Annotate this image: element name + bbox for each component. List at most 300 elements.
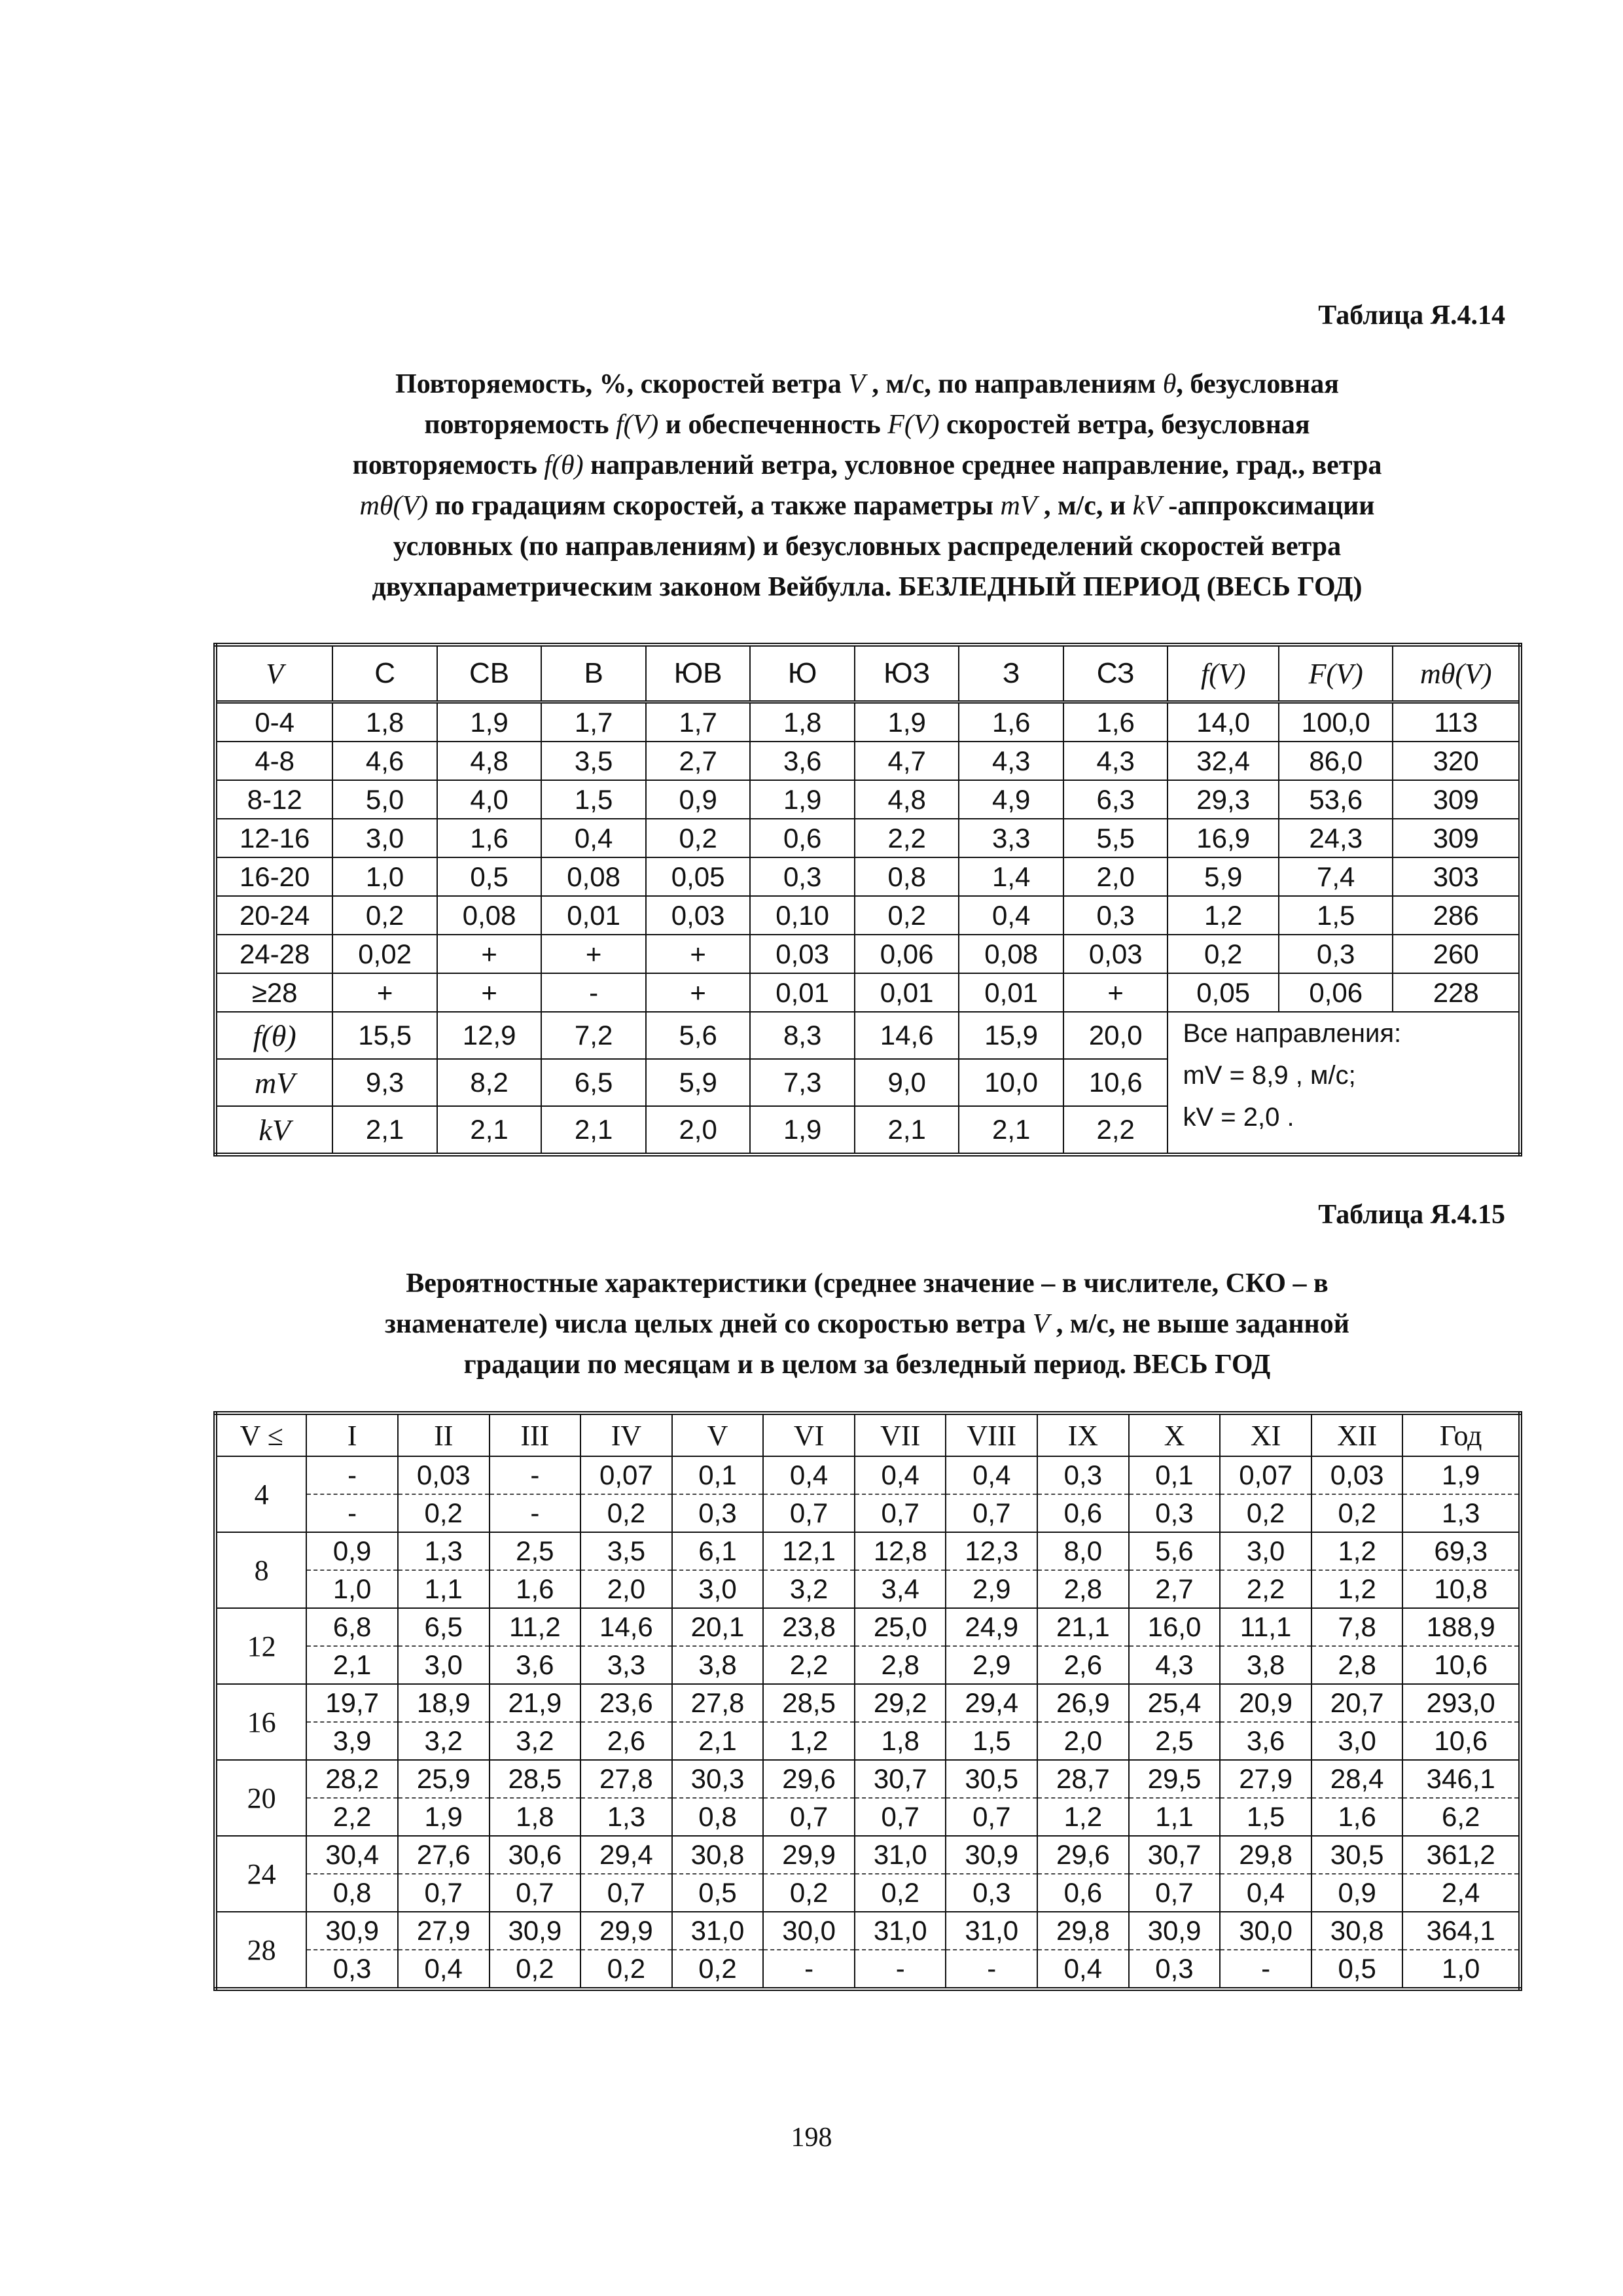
table-2-header-cell: VI xyxy=(763,1413,855,1456)
table-2-mean-cell: 24,9 xyxy=(946,1608,1037,1646)
table-1-speed-cell: 12-16 xyxy=(215,819,332,857)
table-1-value-cell: 3,3 xyxy=(959,819,1063,857)
table-2-sd-cell: 2,9 xyxy=(946,1646,1037,1684)
table-2-header-cell: III xyxy=(490,1413,581,1456)
table-2-sd-cell: 0,7 xyxy=(855,1494,946,1532)
table-1-value-cell: 6,3 xyxy=(1063,780,1168,819)
caption-math: V xyxy=(848,369,865,399)
table-1-value-cell: 14,0 xyxy=(1168,702,1278,742)
table-2-mean-cell: 11,2 xyxy=(490,1608,581,1646)
table-2-sd-cell: 10,6 xyxy=(1402,1646,1520,1684)
table-2-mean-cell: 19,7 xyxy=(306,1684,398,1722)
table-1-value-cell: 0,03 xyxy=(1063,935,1168,973)
table-1-value-cell: 10,6 xyxy=(1063,1059,1168,1106)
table-1-row xyxy=(215,742,1520,780)
table-2-mean-cell: 30,5 xyxy=(1311,1836,1403,1874)
table-2-mean-cell: 28,4 xyxy=(1311,1760,1403,1798)
table-2-sd-cell: 3,6 xyxy=(490,1646,581,1684)
table-2-mean-cell: 31,0 xyxy=(672,1912,764,1950)
table-1-value-cell: 0,4 xyxy=(959,896,1063,935)
table1-caption-line xyxy=(216,404,1518,445)
table-1-header-cell: В xyxy=(541,645,646,702)
table-1-value-cell: 2,1 xyxy=(437,1106,542,1155)
table-2-sd-cell: 3,4 xyxy=(855,1570,946,1608)
caption-text: знаменателе) числа целых дней со скоростью ветра xyxy=(385,1309,1033,1339)
table-2-header-cell: VII xyxy=(855,1413,946,1456)
table-1-value-cell: 1,9 xyxy=(750,780,855,819)
table-1-speed-cell: 0-4 xyxy=(215,702,332,742)
table-1-value-cell: 0,08 xyxy=(541,857,646,896)
table-2-mean-cell: - xyxy=(306,1456,398,1494)
table-1-value-cell: 4,8 xyxy=(855,780,959,819)
table-1-value-cell: 1,9 xyxy=(437,702,542,742)
table-1-value-cell: + xyxy=(332,973,437,1012)
table-1-value-cell: 5,0 xyxy=(332,780,437,819)
table-2-sd-cell: 2,6 xyxy=(1037,1646,1129,1684)
table-2-mean-cell: 14,6 xyxy=(580,1608,672,1646)
table-1-value-cell: 0,06 xyxy=(1279,973,1393,1012)
table-1-value-cell: 1,9 xyxy=(855,702,959,742)
table-2-header-cell: V ≤ xyxy=(215,1413,306,1456)
table-1-value-cell: 2,1 xyxy=(332,1106,437,1155)
table-1-value-cell: 2,2 xyxy=(855,819,959,857)
table-2-header-cell: I xyxy=(306,1413,398,1456)
table-2-sd-cell: 1,3 xyxy=(580,1798,672,1836)
table-1-value-cell: 0,08 xyxy=(959,935,1063,973)
table-1-header-row xyxy=(215,645,1520,702)
table-2-sd-cell: 0,8 xyxy=(672,1798,764,1836)
table-2-mean-cell: 30,7 xyxy=(1129,1836,1221,1874)
table-1-header-cell: V xyxy=(215,645,332,702)
table-1-value-cell: 2,7 xyxy=(646,742,751,780)
table-1-value-cell: + xyxy=(646,935,751,973)
all-directions-mv: mV = 8,9 , м/с; xyxy=(1183,1061,1356,1090)
table-2-sd-cell: 0,7 xyxy=(763,1494,855,1532)
table-2-mean-cell: 31,0 xyxy=(855,1912,946,1950)
table2-caption-line xyxy=(216,1263,1518,1304)
table-2-sd-cell: - xyxy=(1220,1950,1311,1989)
table-2-mean-cell: 27,9 xyxy=(1220,1760,1311,1798)
caption-math: f(V) xyxy=(615,410,659,440)
table-1-value-cell: 5,6 xyxy=(646,1012,751,1059)
table-2-mean-row xyxy=(215,1456,1520,1494)
table-2-mean-cell: 3,0 xyxy=(1220,1532,1311,1570)
table-2-sd-cell: - xyxy=(855,1950,946,1989)
table-1-value-cell: 15,9 xyxy=(959,1012,1063,1059)
table-1-header-cell: Ю xyxy=(750,645,855,702)
table-2-mean-cell: 29,8 xyxy=(1220,1836,1311,1874)
table-2-sd-cell: 2,2 xyxy=(306,1798,398,1836)
table-2-mean-cell: - xyxy=(490,1456,581,1494)
table-1-value-cell: 0,2 xyxy=(1168,935,1278,973)
all-directions-title: Все направления: xyxy=(1183,1019,1402,1048)
table-2-mean-cell: 0,9 xyxy=(306,1532,398,1570)
table1-caption-line xyxy=(216,526,1518,567)
caption-math: V xyxy=(1032,1309,1050,1339)
table-2-mean-cell: 23,8 xyxy=(763,1608,855,1646)
table-2-mean-cell: 30,9 xyxy=(306,1912,398,1950)
table-2-sd-cell: 0,7 xyxy=(855,1798,946,1836)
table-1-row xyxy=(215,973,1520,1012)
table-2-header-cell: II xyxy=(398,1413,490,1456)
caption-math: mθ(V) xyxy=(359,491,429,521)
table-2-sd-cell: 1,2 xyxy=(1037,1798,1129,1836)
table-2-sd-cell: 2,8 xyxy=(855,1646,946,1684)
table-2-sd-cell: 0,2 xyxy=(398,1494,490,1532)
caption-text: условных (по направлениям) и безусловных распределений скоростей ветра xyxy=(393,531,1342,562)
table-1-header-cell: F(V) xyxy=(1279,645,1393,702)
table-2-sd-cell: 0,7 xyxy=(946,1798,1037,1836)
table-2-mean-row xyxy=(215,1532,1520,1570)
table-2-mean-cell: 1,2 xyxy=(1311,1532,1403,1570)
table-2-sd-cell: 2,6 xyxy=(580,1722,672,1760)
table-1-header-cell: С xyxy=(332,645,437,702)
table-2-mean-cell: 29,4 xyxy=(580,1836,672,1874)
table-1-value-cell: 113 xyxy=(1393,702,1520,742)
table-1-value-cell: 1,8 xyxy=(750,702,855,742)
table-2-sd-cell: 0,7 xyxy=(763,1798,855,1836)
caption-text: градации по месяцам и в целом за безледный период. ВЕСЬ ГОД xyxy=(463,1350,1271,1380)
caption-text: повторяемость xyxy=(352,450,544,480)
table-1-value-cell: 320 xyxy=(1393,742,1520,780)
table-2-sd-cell: 3,8 xyxy=(1220,1646,1311,1684)
table-2-sd-cell: 1,2 xyxy=(1311,1570,1403,1608)
table-2-sd-cell: 6,2 xyxy=(1402,1798,1520,1836)
table-1-header-cell: ЮВ xyxy=(646,645,751,702)
table-1-value-cell: 0,9 xyxy=(646,780,751,819)
table-2-mean-cell: 1,3 xyxy=(398,1532,490,1570)
table-2-sd-cell: 2,8 xyxy=(1037,1570,1129,1608)
page-number: 198 xyxy=(791,2123,832,2153)
table-1-value-cell: 1,6 xyxy=(959,702,1063,742)
table-2-mean-cell: 20,1 xyxy=(672,1608,764,1646)
table-1-value-cell: 12,9 xyxy=(437,1012,542,1059)
table-2-header-cell: XII xyxy=(1311,1413,1403,1456)
table-2-sd-cell: 0,7 xyxy=(490,1874,581,1912)
table-2-mean-cell: 30,9 xyxy=(490,1912,581,1950)
table-2-sd-cell: 2,1 xyxy=(306,1646,398,1684)
table-1-speed-cell: 24-28 xyxy=(215,935,332,973)
table-2-mean-cell: 69,3 xyxy=(1402,1532,1520,1570)
table-2-sd-cell: 1,9 xyxy=(398,1798,490,1836)
table-2-sd-cell: 1,0 xyxy=(1402,1950,1520,1989)
table2-caption-line xyxy=(216,1304,1518,1344)
table-2-sd-cell: 0,5 xyxy=(672,1874,764,1912)
table-2-mean-row xyxy=(215,1912,1520,1950)
table-1-value-cell: 0,5 xyxy=(437,857,542,896)
table-2-sd-cell: - xyxy=(763,1950,855,1989)
table-2-sd-cell: 0,6 xyxy=(1037,1494,1129,1532)
table-2-sd-row xyxy=(215,1570,1520,1608)
table-2-sd-cell: 3,2 xyxy=(763,1570,855,1608)
table-2-sd-cell: 1,0 xyxy=(306,1570,398,1608)
table-2-sd-cell: 2,2 xyxy=(763,1646,855,1684)
table-1-header-cell: mθ(V) xyxy=(1393,645,1520,702)
table-2-sd-cell: 3,6 xyxy=(1220,1722,1311,1760)
table-2-mean-cell: 30,4 xyxy=(306,1836,398,1874)
table-2-sd-cell: 0,2 xyxy=(490,1950,581,1989)
table-2-mean-cell: 5,6 xyxy=(1129,1532,1221,1570)
table-2-mean-cell: 346,1 xyxy=(1402,1760,1520,1798)
table-1-row xyxy=(215,819,1520,857)
table-1-value-cell: 2,1 xyxy=(855,1106,959,1155)
all-directions-kv: kV = 2,0 . xyxy=(1183,1103,1294,1132)
table-1-value-cell: 4,0 xyxy=(437,780,542,819)
table-2-mean-cell: 30,0 xyxy=(763,1912,855,1950)
table-2-mean-cell: 12,1 xyxy=(763,1532,855,1570)
calm-days-probability-table xyxy=(213,1411,1522,1991)
table-2-header-cell: XI xyxy=(1220,1413,1311,1456)
table-1-value-cell: + xyxy=(541,935,646,973)
table-2-mean-cell: 0,4 xyxy=(946,1456,1037,1494)
table-1-value-cell: 1,5 xyxy=(541,780,646,819)
table-1-value-cell: 0,6 xyxy=(750,819,855,857)
table-2-mean-cell: 27,6 xyxy=(398,1836,490,1874)
table1-caption-line xyxy=(216,486,1518,526)
table-2-header-row xyxy=(215,1413,1520,1456)
table-2-mean-cell: 30,9 xyxy=(946,1836,1037,1874)
table-2-sd-row xyxy=(215,1494,1520,1532)
table-2-sd-cell: 0,7 xyxy=(398,1874,490,1912)
table-2-sd-cell: 2,0 xyxy=(580,1570,672,1608)
table-2-mean-cell: 0,4 xyxy=(855,1456,946,1494)
table-2-mean-cell: 188,9 xyxy=(1402,1608,1520,1646)
table-1-value-cell: 1,7 xyxy=(541,702,646,742)
table1-caption-line xyxy=(216,445,1518,486)
table-2-mean-cell: 26,9 xyxy=(1037,1684,1129,1722)
table-2-header-cell: IV xyxy=(580,1413,672,1456)
table-1-value-cell: 4,3 xyxy=(1063,742,1168,780)
table-2-header-cell: X xyxy=(1129,1413,1221,1456)
table-2-mean-cell: 29,8 xyxy=(1037,1912,1129,1950)
caption-text: и обеспеченность xyxy=(658,410,888,440)
caption-math: kV xyxy=(1132,491,1162,521)
table-2-sd-row xyxy=(215,1646,1520,1684)
table-2-sd-cell: 0,9 xyxy=(1311,1874,1403,1912)
table-2-sd-cell: 0,3 xyxy=(946,1874,1037,1912)
table-1-value-cell: 4,8 xyxy=(437,742,542,780)
table-2-mean-cell: 29,5 xyxy=(1129,1760,1221,1798)
table-1-value-cell: 303 xyxy=(1393,857,1520,896)
table-1-value-cell: 3,6 xyxy=(750,742,855,780)
table-1-value-cell: 1,5 xyxy=(1279,896,1393,935)
table-1-value-cell: 2,0 xyxy=(1063,857,1168,896)
table-2-sd-row xyxy=(215,1950,1520,1989)
table-2-mean-cell: 0,1 xyxy=(672,1456,764,1494)
table-2-sd-cell: 10,6 xyxy=(1402,1722,1520,1760)
table-2-sd-cell: - xyxy=(946,1950,1037,1989)
table-2-mean-cell: 20,7 xyxy=(1311,1684,1403,1722)
table-2-sd-row xyxy=(215,1798,1520,1836)
table-1-value-cell: 0,01 xyxy=(750,973,855,1012)
table-2-sd-cell: 2,9 xyxy=(946,1570,1037,1608)
table-2-sd-cell: 1,6 xyxy=(490,1570,581,1608)
table-1-value-cell: 100,0 xyxy=(1279,702,1393,742)
table-2-mean-row xyxy=(215,1684,1520,1722)
table-2-sd-cell: 2,8 xyxy=(1311,1646,1403,1684)
table-2-sd-cell: 2,4 xyxy=(1402,1874,1520,1912)
table-1-value-cell: 1,6 xyxy=(1063,702,1168,742)
table-1-value-cell: 0,8 xyxy=(855,857,959,896)
table-1-value-cell: 5,9 xyxy=(1168,857,1278,896)
table-2-mean-cell: 0,07 xyxy=(1220,1456,1311,1494)
table-2-mean-cell: 293,0 xyxy=(1402,1684,1520,1722)
table-2-sd-cell: 0,6 xyxy=(1037,1874,1129,1912)
table-2-mean-cell: 21,9 xyxy=(490,1684,581,1722)
table-1-header-cell: СВ xyxy=(437,645,542,702)
table-2-gradation-cell: 16 xyxy=(215,1684,306,1760)
table-2-mean-row xyxy=(215,1836,1520,1874)
table-1-value-cell: 7,4 xyxy=(1279,857,1393,896)
table-1-value-cell: 1,7 xyxy=(646,702,751,742)
table-2-mean-cell: 20,9 xyxy=(1220,1684,1311,1722)
table-2-mean-cell: 27,8 xyxy=(580,1760,672,1798)
table-2-mean-cell: 31,0 xyxy=(855,1836,946,1874)
table-1-parameter-cell: mV xyxy=(215,1059,332,1106)
table-1-value-cell: 3,5 xyxy=(541,742,646,780)
table-1-value-cell: 4,7 xyxy=(855,742,959,780)
table-2-mean-cell: 23,6 xyxy=(580,1684,672,1722)
table-2-gradation-cell: 20 xyxy=(215,1760,306,1836)
table-2-sd-row xyxy=(215,1722,1520,1760)
table-1-value-cell: 10,0 xyxy=(959,1059,1063,1106)
table-2-sd-cell: 1,3 xyxy=(1402,1494,1520,1532)
table-2-mean-cell: 29,6 xyxy=(1037,1836,1129,1874)
table-1-value-cell: 4,9 xyxy=(959,780,1063,819)
table-2-mean-cell: 18,9 xyxy=(398,1684,490,1722)
caption-text: , м/с, по направлениям xyxy=(865,369,1163,399)
table-2-sd-cell: 10,8 xyxy=(1402,1570,1520,1608)
table-1-value-cell: 0,02 xyxy=(332,935,437,973)
table-2-mean-cell: 30,7 xyxy=(855,1760,946,1798)
caption-text: повторяемость xyxy=(424,410,616,440)
table-2-mean-cell: 30,9 xyxy=(1129,1912,1221,1950)
table-1-value-cell: 0,3 xyxy=(750,857,855,896)
table-1-value-cell: 29,3 xyxy=(1168,780,1278,819)
table-2-mean-cell: 30,3 xyxy=(672,1760,764,1798)
table-1-value-cell: 1,6 xyxy=(437,819,542,857)
table-2-sd-cell: 0,7 xyxy=(580,1874,672,1912)
table-2-header-cell: IX xyxy=(1037,1413,1129,1456)
table-1-value-cell: 0,2 xyxy=(646,819,751,857)
table-2-mean-cell: 0,07 xyxy=(580,1456,672,1494)
table-2-sd-cell: 1,8 xyxy=(855,1722,946,1760)
caption-text: двухпараметрическим законом Вейбулла. БЕЗЛЕДНЫЙ ПЕРИОД (ВЕСЬ ГОД) xyxy=(372,572,1363,602)
table-1-value-cell: 2,2 xyxy=(1063,1106,1168,1155)
table-1-speed-cell: 8-12 xyxy=(215,780,332,819)
table-2-mean-cell: 28,5 xyxy=(763,1684,855,1722)
table-2-sd-cell: 3,0 xyxy=(398,1646,490,1684)
table-2-mean-row xyxy=(215,1760,1520,1798)
table-2-sd-cell: 3,3 xyxy=(580,1646,672,1684)
table-1-value-cell: 2,0 xyxy=(646,1106,751,1155)
table-1-speed-cell: 16-20 xyxy=(215,857,332,896)
table-2-sd-cell: 0,2 xyxy=(580,1494,672,1532)
caption-text: Вероятностные характеристики (среднее значение – в числителе, СКО – в xyxy=(406,1268,1329,1299)
table-1-value-cell: + xyxy=(437,973,542,1012)
table-2-gradation-cell: 12 xyxy=(215,1608,306,1684)
table-2-sd-cell: 4,3 xyxy=(1129,1646,1221,1684)
table-2-mean-cell: 0,03 xyxy=(1311,1456,1403,1494)
table-1-value-cell: 286 xyxy=(1393,896,1520,935)
table-1-value-cell: 6,5 xyxy=(541,1059,646,1106)
table-2-sd-cell: 0,5 xyxy=(1311,1950,1403,1989)
table-2-mean-cell: 30,8 xyxy=(672,1836,764,1874)
table-2-mean-cell: 0,03 xyxy=(398,1456,490,1494)
table-1-value-cell: 0,3 xyxy=(1279,935,1393,973)
table-1-value-cell: 0,03 xyxy=(750,935,855,973)
table-2-sd-cell: 1,5 xyxy=(946,1722,1037,1760)
table-2-sd-cell: 1,1 xyxy=(398,1570,490,1608)
table-2-mean-cell: 29,9 xyxy=(763,1836,855,1874)
table-1-value-cell: 0,2 xyxy=(855,896,959,935)
table-2-sd-cell: 0,7 xyxy=(946,1494,1037,1532)
table-2-header-cell: V xyxy=(672,1413,764,1456)
table-1-value-cell: 260 xyxy=(1393,935,1520,973)
table-1-summary-row xyxy=(215,1012,1520,1059)
table-1-speed-cell: 4-8 xyxy=(215,742,332,780)
table-2-sd-cell: 1,6 xyxy=(1311,1798,1403,1836)
table-2-mean-cell: 6,5 xyxy=(398,1608,490,1646)
table-2-sd-cell: 3,2 xyxy=(398,1722,490,1760)
table-2-mean-cell: 27,9 xyxy=(398,1912,490,1950)
table-2-mean-cell: 1,9 xyxy=(1402,1456,1520,1494)
table-2-mean-cell: 21,1 xyxy=(1037,1608,1129,1646)
table-2-gradation-cell: 28 xyxy=(215,1912,306,1989)
table-2-mean-cell: 364,1 xyxy=(1402,1912,1520,1950)
caption-text: Повторяемость, %, скоростей ветра xyxy=(395,369,849,399)
table-1-value-cell: 9,0 xyxy=(855,1059,959,1106)
table-1-value-cell: 32,4 xyxy=(1168,742,1278,780)
table-2-sd-cell: 0,7 xyxy=(1129,1874,1221,1912)
table-1-speed-cell: 20-24 xyxy=(215,896,332,935)
table-2-mean-cell: 25,0 xyxy=(855,1608,946,1646)
table-1-value-cell: 309 xyxy=(1393,780,1520,819)
table-1-value-cell: 1,9 xyxy=(750,1106,855,1155)
table-1-value-cell: 0,03 xyxy=(646,896,751,935)
caption-text: направлений ветра, условное среднее направление, град., ветра xyxy=(583,450,1382,480)
table-2-sd-cell: 0,4 xyxy=(1037,1950,1129,1989)
caption-math: θ xyxy=(1162,369,1177,399)
table1-caption-line xyxy=(216,364,1518,404)
table-1-parameter-cell: kV xyxy=(215,1106,332,1155)
table-1-header-cell: СЗ xyxy=(1063,645,1168,702)
table-1-value-cell: 0,08 xyxy=(437,896,542,935)
table-2-mean-cell: 30,6 xyxy=(490,1836,581,1874)
table-1-value-cell: 0,06 xyxy=(855,935,959,973)
table-1-value-cell: 14,6 xyxy=(855,1012,959,1059)
table-2-mean-cell: 25,4 xyxy=(1129,1684,1221,1722)
table-1-row xyxy=(215,935,1520,973)
table-2-mean-cell: 27,8 xyxy=(672,1684,764,1722)
table-2-sd-cell: 1,2 xyxy=(763,1722,855,1760)
table-1-value-cell: 9,3 xyxy=(332,1059,437,1106)
table-1-value-cell: 0,05 xyxy=(646,857,751,896)
table-1-parameter-cell: f(θ) xyxy=(215,1012,332,1059)
table-1-value-cell: 15,5 xyxy=(332,1012,437,1059)
table-2-header-cell: VIII xyxy=(946,1413,1037,1456)
table-1-header-cell: f(V) xyxy=(1168,645,1278,702)
table-2-sd-cell: 2,1 xyxy=(672,1722,764,1760)
caption-text: -аппроксимации xyxy=(1161,491,1375,521)
table-1-caption xyxy=(216,364,1518,607)
table-2-mean-cell: 11,1 xyxy=(1220,1608,1311,1646)
table-2-mean-cell: 3,5 xyxy=(580,1532,672,1570)
caption-text: , безусловная xyxy=(1176,369,1339,399)
table-2-label: Таблица Я.4.15 xyxy=(1318,1200,1505,1230)
table-1-row xyxy=(215,780,1520,819)
table-2-mean-cell: 29,4 xyxy=(946,1684,1037,1722)
